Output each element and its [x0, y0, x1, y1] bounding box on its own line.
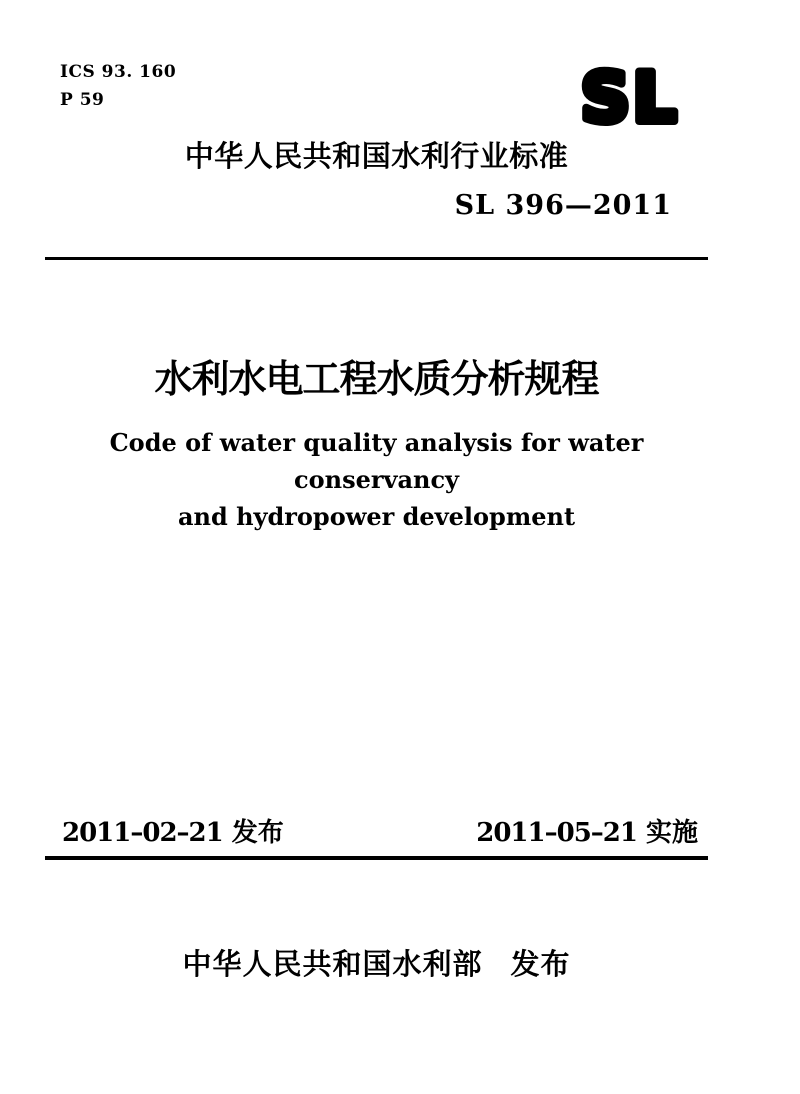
- top-rule: [45, 257, 708, 260]
- bottom-rule: [45, 856, 708, 860]
- sl-logo-icon: [560, 62, 700, 132]
- doc-class-code: P 59: [60, 90, 105, 110]
- release-label: 发布: [231, 818, 284, 848]
- release-group: [62, 812, 284, 849]
- standard-number: SL 396—2011: [454, 190, 672, 221]
- implementation-group: [476, 812, 698, 849]
- publisher-name: 中华人民共和国水利部: [182, 947, 483, 981]
- title-english-line1: Code of water quality analysis for water conservancy: [109, 428, 644, 494]
- title-english-line2: and hydropower development: [177, 502, 576, 531]
- dates-row: [45, 812, 708, 849]
- ics-code: ICS 93. 160: [60, 62, 177, 82]
- implementation-date: 2011–05–21: [476, 818, 637, 848]
- sl-logo-text: SL: [580, 62, 680, 132]
- release-date: 2011–02–21: [62, 818, 223, 848]
- publisher-row: [45, 942, 708, 983]
- classification-block: [60, 58, 176, 114]
- standard-type-heading: 中华人民共和国水利行业标准: [184, 139, 569, 173]
- title-chinese: 水利水电工程水质分析规程: [154, 357, 599, 401]
- implementation-label: 实施: [645, 818, 698, 848]
- sl-logo: [560, 62, 700, 132]
- publisher-label: 发布: [510, 947, 571, 981]
- title-english: [45, 424, 708, 535]
